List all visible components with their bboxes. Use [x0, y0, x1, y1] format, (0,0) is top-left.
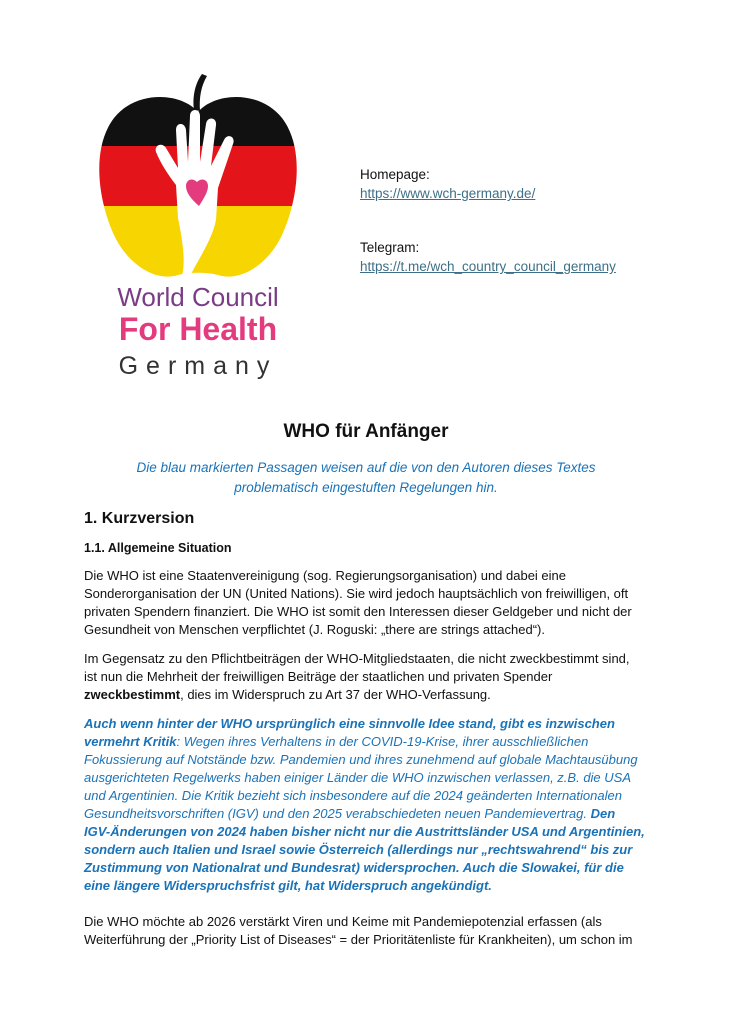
apple-stem-icon: [193, 74, 207, 111]
logo-line2: For Health: [118, 311, 278, 347]
logo-line1: World Council: [117, 282, 279, 312]
text-line: und Argentinien. Die Kritik bezieht sich insbesondere auf die 2024 geänderten Internationalen: [84, 788, 622, 803]
homepage-block: [360, 165, 535, 203]
text-line: [84, 733, 652, 751]
intro-line: Die blau markierten Passagen weisen auf die von den Autoren dieses Textes: [136, 460, 596, 475]
subsection-heading: 1.1. Allgemeine Situation: [84, 541, 232, 555]
text-line: Gesundheit von Menschen verpflichtet (J. Roguski: „there are strings attached“).: [84, 622, 545, 637]
text-line: privaten Spendern finanziert. Die WHO ist somit den Interessen dieser Geldgeber und nicht der: [84, 604, 632, 619]
homepage-link[interactable]: https://www.wch-germany.de/: [360, 186, 536, 201]
paragraph-contributions: [84, 650, 652, 704]
wch-germany-logo: [86, 70, 310, 382]
telegram-label: Telegram:: [360, 240, 420, 255]
paragraph-priority-list: [84, 913, 652, 949]
homepage-label: Homepage:: [360, 167, 430, 182]
page-title: WHO für Anfänger: [283, 421, 449, 442]
paragraph-general-situation: [84, 567, 652, 639]
text-line: Auch wenn hinter der WHO ursprünglich eine sinnvolle Idee stand, gibt es inzwischen: [84, 716, 615, 731]
text-line: ist nun die Mehrheit der freiwilligen Beiträge der staatlichen und privaten Spender: [84, 669, 553, 684]
text-fragment: Den: [586, 806, 616, 821]
text-fragment: vermehrt Kritik: [84, 734, 177, 749]
text-line: sondern auch Italien und Israel sowie Österreich (allerdings nur „rechtswahrend“ bis zur: [84, 842, 633, 857]
text-line: Im Gegensatz zu den Pflichtbeiträgen der WHO-Mitgliedstaaten, die nicht zweckbestimmt sind,: [84, 651, 630, 666]
paragraph-criticism: [84, 715, 652, 895]
text-line: Sonderorganisation der UN (United Nations). Sie wird jedoch hauptsächlich von freiwilligen, oft: [84, 586, 629, 601]
text-line: IGV-Änderungen von 2024 haben bisher nicht nur die Austrittsländer USA und Argentinien,: [84, 824, 645, 839]
text-line: [84, 805, 652, 823]
text-fragment: Gesundheitsvorschriften (IGV) und den 2025 verabschiedeten neuen Pandemievertrag.: [84, 806, 587, 821]
text-fragment: : Wegen ihres Verhaltens in der COVID-19-Krise, ihrer ausschließlichen: [176, 734, 589, 749]
telegram-link[interactable]: https://t.me/wch_country_council_germany: [360, 259, 616, 274]
text-line: [84, 686, 652, 704]
intro-line: problematisch eingestuften Regelungen hin.: [234, 480, 498, 495]
logo-line3: Germany: [118, 352, 278, 380]
text-line: eine längere Widerspruchsfrist gilt, hat Widerspruch angekündigt.: [84, 878, 492, 893]
text-line: ausgerichteten Regelwerks haben einiger Länder die WHO inzwischen verlassen, z.B. die USA: [84, 770, 632, 785]
text-line: Fokussierung auf Notstände bzw. Pandemien und ihres zunehmend auf globale Machtausübung: [84, 752, 638, 767]
telegram-block: [360, 238, 616, 276]
bold-term: zweckbestimmt: [84, 687, 181, 702]
text-line: Zustimmung von Nationalrat und Bundesrat) widersprochen. Auch die Slowakei, für die: [84, 860, 624, 875]
text-fragment: , dies im Widerspruch zu Art 37 der WHO-Verfassung.: [180, 687, 491, 702]
text-line: Weiterführung der „Priority List of Diseases“ = der Prioritätenliste für Krankheiten), um schon im: [84, 932, 633, 947]
text-line: Die WHO ist eine Staatenvereinigung (sog. Regierungsorganisation) und dabei eine: [84, 568, 567, 583]
intro-note: [100, 458, 632, 498]
text-line: Die WHO möchte ab 2026 verstärkt Viren und Keime mit Pandemiepotenzial erfassen (als: [84, 914, 602, 929]
section-heading: 1. Kurzversion: [84, 510, 195, 527]
